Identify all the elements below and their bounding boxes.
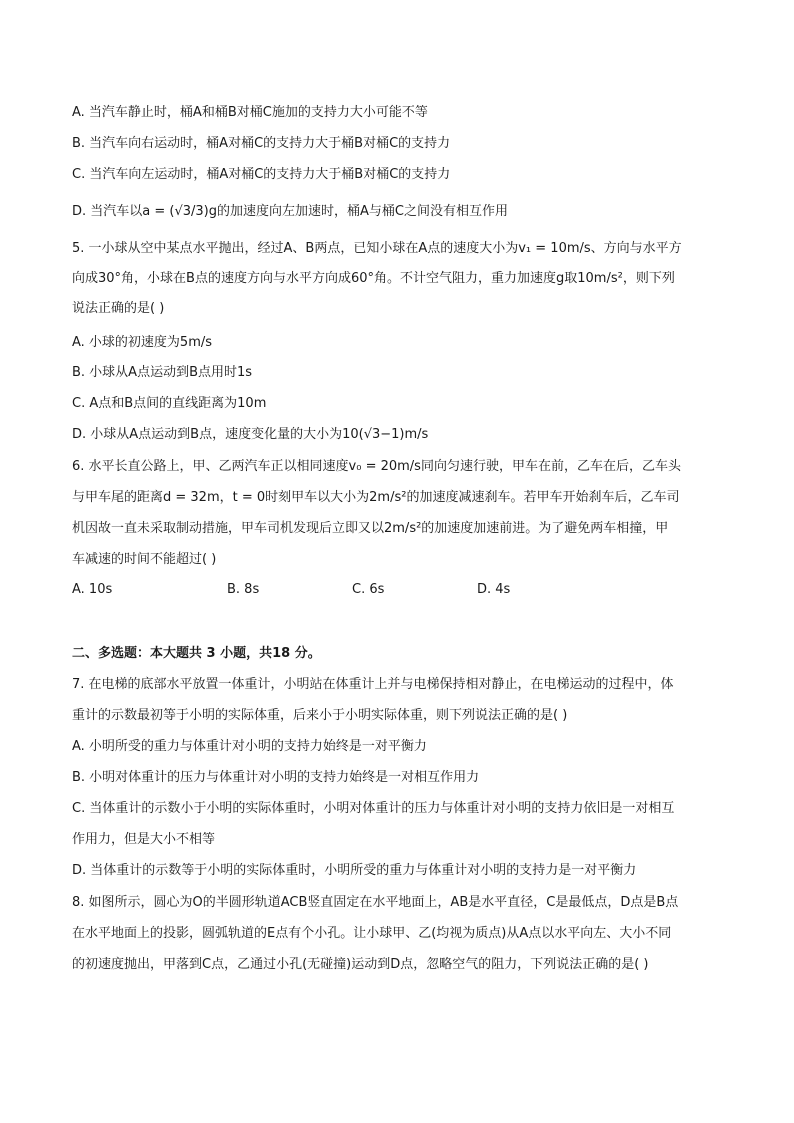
q7-stem-line-1: 7. 在电梯的底部水平放置一体重计，小明站在体重计上并与电梯保持相对静止，在电梯运动的过程中，体 — [72, 677, 674, 692]
q7-option-b: B. 小明对体重计的压力与体重计对小明的支持力始终是一对相互作用力 — [72, 770, 480, 785]
q6-options — [72, 581, 722, 599]
q4-option-d: D. 当汽车以a = (√3/3)g的加速度向左加速时，桶A与桶C之间没有相互作用 — [72, 204, 508, 219]
q6-option-c: C. 6s — [352, 582, 385, 597]
q6-option-a: A. 10s — [72, 582, 113, 597]
q6-stem-line-2: 与甲车尾的距离d = 32m，t = 0时刻甲车以大小为2m/s²的加速度减速刹车。若甲车开始刹车后，乙车司 — [72, 490, 680, 505]
q7-option-a: A. 小明所受的重力与体重计对小明的支持力始终是一对平衡力 — [72, 739, 427, 754]
q5-option-c: C. A点和B点间的直线距离为10m — [72, 396, 267, 411]
q7-option-d: D. 当体重计的示数等于小明的实际体重时，小明所受的重力与体重计对小明的支持力是一对平衡力 — [72, 863, 637, 878]
q8-stem-line-3: 的初速度抛出，甲落到C点，乙通过小孔(无碰撞)运动到D点，忽略空气的阻力，下列说法正确的是( ) — [72, 957, 649, 972]
q8-stem-line-1: 8. 如图所示，圆心为O的半圆形轨道ACB竖直固定在水平地面上，AB是水平直径，C是最低点，D点是B点 — [72, 895, 679, 910]
q4-option-a: A. 当汽车静止时，桶A和桶B对桶C施加的支持力大小可能不等 — [72, 105, 428, 120]
q6-option-d: D. 4s — [477, 582, 511, 597]
q4-option-c: C. 当汽车向左运动时，桶A对桶C的支持力大于桶B对桶C的支持力 — [72, 167, 451, 182]
section-heading-multiple-choice: 二、多选题：本大题共 3 小题，共18 分。 — [72, 646, 321, 661]
q5-option-b: B. 小球从A点运动到B点用时1s — [72, 365, 253, 380]
q6-stem-line-1: 6. 水平长直公路上，甲、乙两汽车正以相同速度v₀ = 20m/s同向匀速行驶，甲车在前，乙车在后，乙车头 — [72, 459, 681, 474]
q7-option-c-line-2: 作用力，但是大小不相等 — [72, 832, 216, 847]
q6-stem-line-3: 机因故一直未采取制动措施，甲车司机发现后立即又以2m/s²的加速度加速前进。为了避免两车相撞，甲 — [72, 521, 669, 536]
q5-stem-line-3: 说法正确的是( ) — [72, 301, 165, 316]
q5-option-a: A. 小球的初速度为5m/s — [72, 335, 213, 350]
q7-stem-line-2: 重计的示数最初等于小明的实际体重，后来小于小明实际体重，则下列说法正确的是( ) — [72, 708, 568, 723]
q5-option-d: D. 小球从A点运动到B点，速度变化量的大小为10(√3−1)m/s — [72, 427, 429, 442]
q6-option-b: B. 8s — [227, 582, 260, 597]
q8-stem-line-2: 在水平地面上的投影，圆弧轨道的E点有个小孔。让小球甲、乙(均视为质点)从A点以水平向左、大小不同 — [72, 926, 672, 941]
q6-stem-line-4: 车减速的时间不能超过( ) — [72, 552, 217, 567]
q4-option-b: B. 当汽车向右运动时，桶A对桶C的支持力大于桶B对桶C的支持力 — [72, 136, 451, 151]
q5-stem-line-1: 5. 一小球从空中某点水平抛出，经过A、B两点，已知小球在A点的速度大小为v₁ = 10m/s、方向与水平方 — [72, 241, 682, 256]
q7-option-c-line-1: C. 当体重计的示数小于小明的实际体重时，小明对体重计的压力与体重计对小明的支持力依旧是一对相互 — [72, 801, 675, 816]
q5-stem-line-2: 向成30°角，小球在B点的速度方向与水平方向成60°角。不计空气阻力，重力加速度g取10m/s²，则下列 — [72, 271, 675, 286]
